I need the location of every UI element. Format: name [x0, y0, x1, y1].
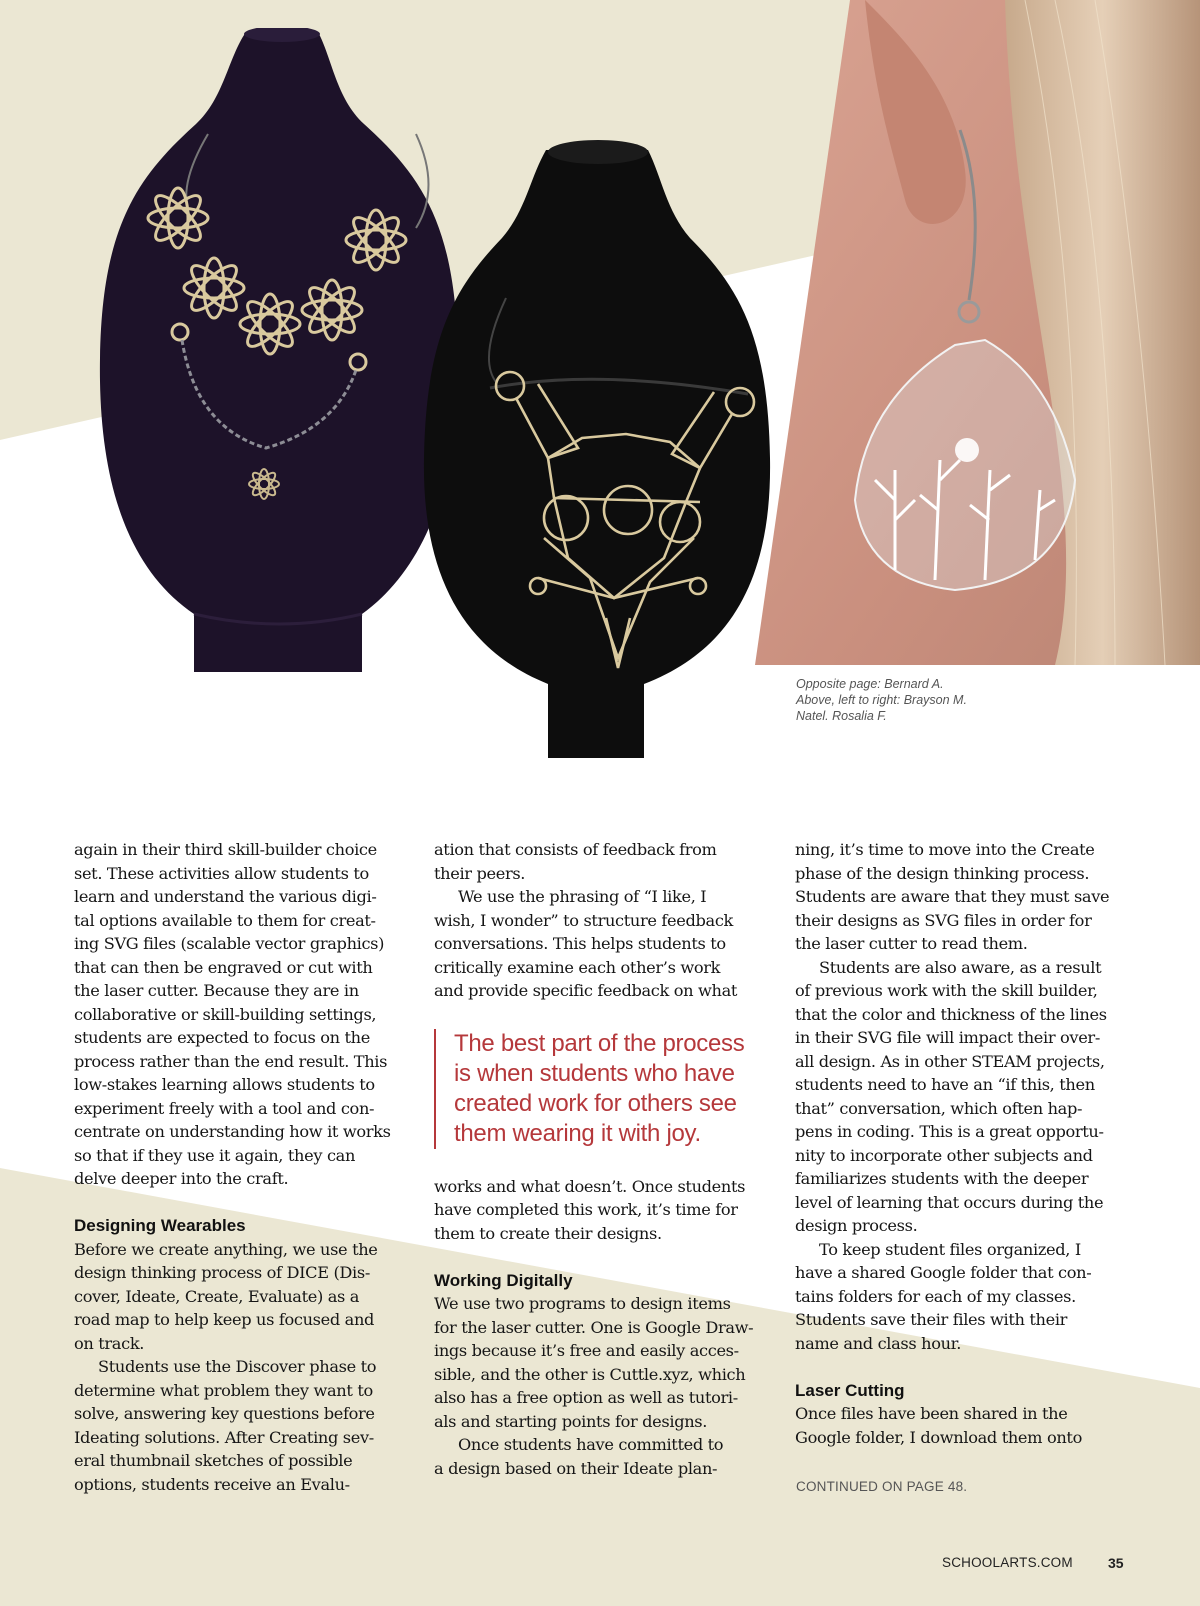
body-line: that” conversation, which often hap- [795, 1098, 1083, 1118]
body-line: Once files have been shared in the [795, 1404, 1068, 1423]
body-line: in their SVG file will impact their over- [795, 1028, 1100, 1047]
body-line: that the color and thickness of the lines [795, 1004, 1107, 1024]
body-line: Students save their files with their [795, 1310, 1068, 1329]
caption-line: Opposite page: Bernard A. [796, 677, 944, 691]
body-line: pens in coding. This is a great opportu- [795, 1122, 1104, 1141]
body-line: nity to incorporate other subjects and [795, 1145, 1093, 1165]
body-line: Once students have committed to [458, 1435, 724, 1454]
body-line: wish, I wonder” to structure feedback [434, 910, 734, 930]
body-line: learn and understand the various digi- [74, 887, 377, 906]
caption-line: Natel. Rosalia F. [796, 709, 887, 723]
body-line: for the laser cutter. One is Google Draw- [434, 1317, 754, 1337]
article-column-3 [795, 838, 1125, 1449]
pull-quote-line: is when students who have [454, 1059, 735, 1087]
body-line: again in their third skill-builder choice [74, 840, 377, 859]
photo-caption [796, 676, 1056, 724]
body-line: design thinking process of DICE (Dis- [74, 1263, 370, 1282]
body-line: conversations. This helps students to [434, 934, 726, 953]
body-line: set. These activities allow students to [74, 863, 369, 883]
body-line: ation that consists of feedback from [434, 840, 717, 859]
footer-site-name: SCHOOLARTS.COM [942, 1555, 1073, 1570]
body-line: Students use the Discover phase to [98, 1357, 377, 1376]
body-line: on track. [74, 1333, 145, 1353]
body-line: so that if they use it again, they can [74, 1145, 356, 1165]
body-line: centrate on understanding how it works [74, 1122, 391, 1141]
body-line: low-stakes learning allows students to [74, 1075, 375, 1094]
body-line: To keep student files organized, I [819, 1239, 1081, 1259]
body-line: experiment freely with a tool and con- [74, 1098, 375, 1118]
body-line: of previous work with the skill builder, [795, 981, 1098, 1000]
caption-line: Above, left to right: Brayson M. [796, 693, 967, 707]
body-line: also has a free option as well as tutori- [434, 1388, 738, 1407]
body-line: their peers. [434, 863, 526, 883]
body-line: determine what problem they want to [74, 1380, 373, 1400]
body-line: all design. As in other STEAM projects, [795, 1051, 1105, 1071]
body-line: cover, Ideate, Create, Evaluate) as a [74, 1286, 360, 1306]
body-line: the laser cutter to read them. [795, 934, 1028, 953]
body-line: Students are aware that they must save [795, 887, 1110, 906]
body-line: and provide specific feedback on what [434, 981, 738, 1000]
body-line: name and class hour. [795, 1333, 962, 1353]
body-line: a design based on their Ideate plan- [434, 1458, 718, 1478]
body-line: design process. [795, 1216, 918, 1235]
section-heading-designing-wearables: Designing Wearables [74, 1216, 246, 1235]
page-number: 35 [1108, 1555, 1124, 1571]
pull-quote [434, 1029, 764, 1149]
body-line: have a shared Google folder that con- [795, 1263, 1092, 1282]
article-column-1 [74, 838, 404, 1496]
section-heading-working-digitally: Working Digitally [434, 1270, 573, 1290]
pull-quote-line: The best part of the process [454, 1029, 745, 1057]
body-line: als and starting points for designs. [434, 1411, 708, 1431]
body-line: familiarizes students with the deeper [795, 1169, 1089, 1188]
body-line: process rather than the end result. This [74, 1051, 388, 1071]
body-line: the laser cutter. Because they are in [74, 981, 359, 1000]
continued-note: CONTINUED ON PAGE 48. [796, 1479, 968, 1494]
body-line: critically examine each other’s work [434, 957, 721, 977]
body-line: We use the phrasing of “I like, I [458, 887, 707, 906]
body-line: students are expected to focus on the [74, 1028, 370, 1047]
body-line: phase of the design thinking process. [795, 863, 1090, 883]
body-line: have completed this work, it’s time for [434, 1200, 738, 1219]
body-line: Students are also aware, as a result [819, 957, 1102, 977]
body-line: sible, and the other is Cuttle.xyz, which [434, 1364, 746, 1384]
body-line: options, students receive an Evalu- [74, 1474, 350, 1494]
body-line: Before we create anything, we use the [74, 1239, 378, 1259]
body-line: We use two programs to design items [434, 1294, 731, 1313]
body-line: ings because it’s free and easily acces- [434, 1341, 739, 1360]
geometric-necklace-photo [418, 138, 778, 758]
body-line: tal options available to them for creat- [74, 910, 376, 930]
body-line: tains folders for each of my classes. [795, 1286, 1076, 1306]
body-line: works and what doesn’t. Once students [434, 1176, 746, 1196]
body-line: that can then be engraved or cut with [74, 957, 373, 977]
body-line: their designs as SVG files in order for [795, 910, 1092, 930]
body-line: them to create their designs. [434, 1223, 662, 1243]
body-line: level of learning that occurs during the [795, 1192, 1104, 1212]
pull-quote-line: created work for others see [454, 1089, 737, 1117]
pull-quote-line: them wearing it with joy. [454, 1119, 701, 1147]
body-line: ning, it’s time to move into the Create [795, 840, 1095, 859]
body-line: ing SVG files (scalable vector graphics) [74, 934, 385, 953]
body-line: road map to help keep us focused and [74, 1310, 375, 1329]
acrylic-earring-photo [755, 0, 1200, 665]
section-heading-laser-cutting: Laser Cutting [795, 1380, 905, 1400]
article-column-2 [434, 838, 764, 1480]
body-line: Google folder, I download them onto [795, 1427, 1082, 1447]
body-line: eral thumbnail sketches of possible [74, 1451, 353, 1470]
body-line: delve deeper into the craft. [74, 1169, 289, 1188]
body-line: Ideating solutions. After Creating sev- [74, 1427, 374, 1447]
body-line: collaborative or skill-building settings, [74, 1004, 377, 1024]
body-line: students need to have an “if this, then [795, 1075, 1095, 1094]
body-line: solve, answering key questions before [74, 1404, 375, 1423]
